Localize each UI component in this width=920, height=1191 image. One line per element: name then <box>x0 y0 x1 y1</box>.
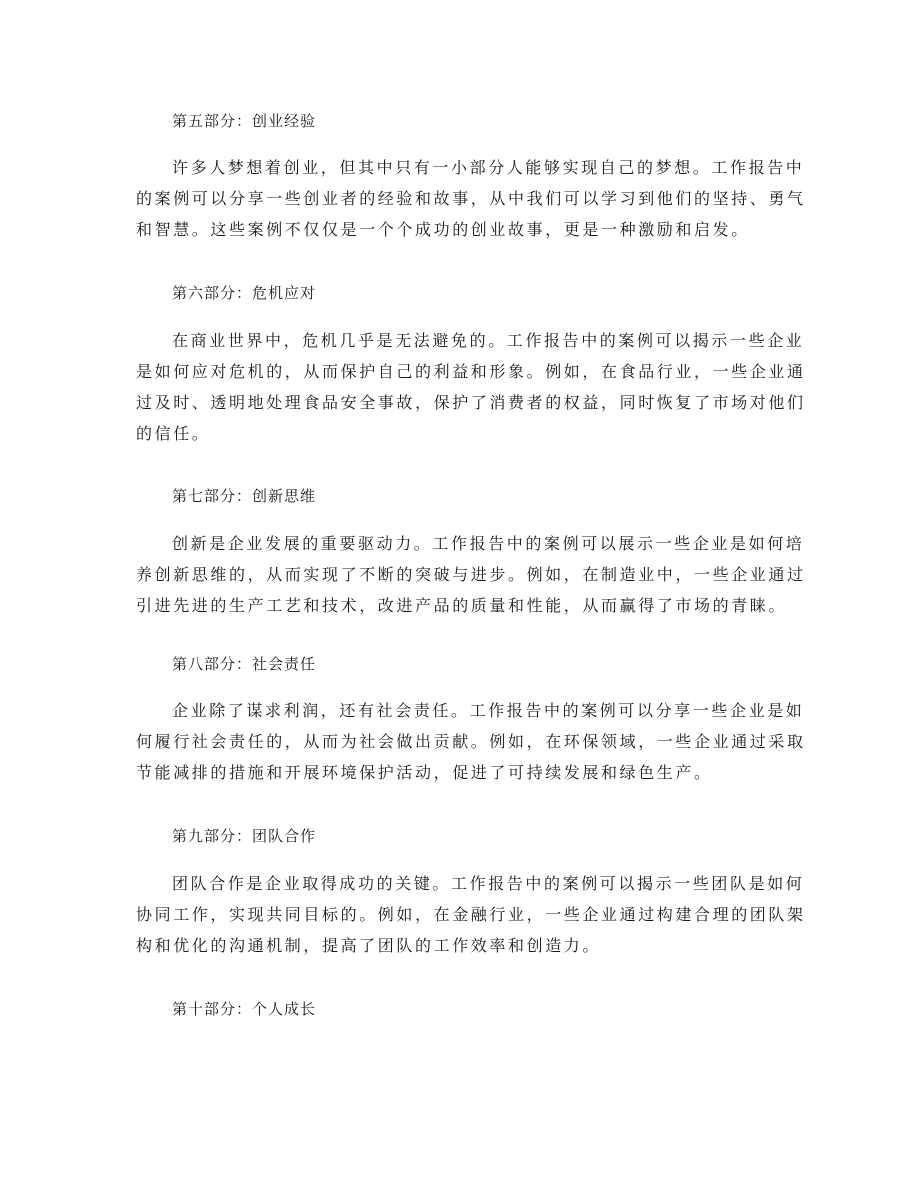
section-heading: 第七部分：创新思维 <box>172 487 317 505</box>
section-paragraph <box>172 868 805 899</box>
section-paragraph <box>172 528 805 559</box>
section-heading: 第八部分：社会责任 <box>172 655 317 673</box>
paragraph-line: 许多人梦想着创业，但其中只有一小部分人能够实现自己的梦想。工作报告中 <box>172 158 805 177</box>
section-paragraph <box>172 325 805 356</box>
paragraph-line: 的信任。 <box>136 424 211 443</box>
paragraph-line: 是如何应对危机的，从而保护自己的利益和形象。例如，在食品行业，一些企业通 <box>136 362 806 381</box>
paragraph-line: 在商业世界中，危机几乎是无法避免的。工作报告中的案例可以揭示一些企业 <box>172 331 805 350</box>
paragraph-line: 养创新思维的，从而实现了不断的突破与进步。例如，在制造业中，一些企业通过 <box>136 565 806 584</box>
paragraph-line: 企业除了谋求利润，还有社会责任。工作报告中的案例可以分享一些企业是如 <box>172 701 805 720</box>
section-paragraph <box>136 559 806 621</box>
paragraph-line: 节能减排的措施和开展环境保护活动，促进了可持续发展和绿色生产。 <box>136 763 713 782</box>
section-paragraph <box>136 899 806 961</box>
section-heading: 第六部分：危机应对 <box>172 284 317 302</box>
section-paragraph <box>136 726 806 788</box>
section-paragraph <box>136 183 806 245</box>
paragraph-line: 何履行社会责任的，从而为社会做出贡献。例如，在环保领域，一些企业通过采取 <box>136 732 806 751</box>
paragraph-line: 和智慧。这些案例不仅仅是一个个成功的创业故事，更是一种激励和启发。 <box>136 220 750 239</box>
section-heading: 第五部分：创业经验 <box>172 112 317 130</box>
paragraph-line: 创新是企业发展的重要驱动力。工作报告中的案例可以展示一些企业是如何培 <box>172 534 805 553</box>
section-paragraph <box>172 695 805 726</box>
paragraph-line: 协同工作，实现共同目标的。例如，在金融行业，一些企业通过构建合理的团队架 <box>136 905 806 924</box>
section-paragraph <box>172 152 805 183</box>
section-paragraph <box>136 356 806 449</box>
paragraph-line: 引进先进的生产工艺和技术，改进产品的质量和性能，从而赢得了市场的青睐。 <box>136 596 788 615</box>
section-heading: 第九部分：团队合作 <box>172 827 317 845</box>
paragraph-line: 的案例可以分享一些创业者的经验和故事，从中我们可以学习到他们的坚持、勇气 <box>136 189 806 208</box>
paragraph-line: 过及时、透明地处理食品安全事故，保护了消费者的权益，同时恢复了市场对他们 <box>136 393 806 412</box>
paragraph-line: 构和优化的沟通机制，提高了团队的工作效率和创造力。 <box>136 936 602 955</box>
section-heading: 第十部分：个人成长 <box>172 1000 317 1018</box>
paragraph-line: 团队合作是企业取得成功的关键。工作报告中的案例可以揭示一些团队是如何 <box>172 874 805 893</box>
